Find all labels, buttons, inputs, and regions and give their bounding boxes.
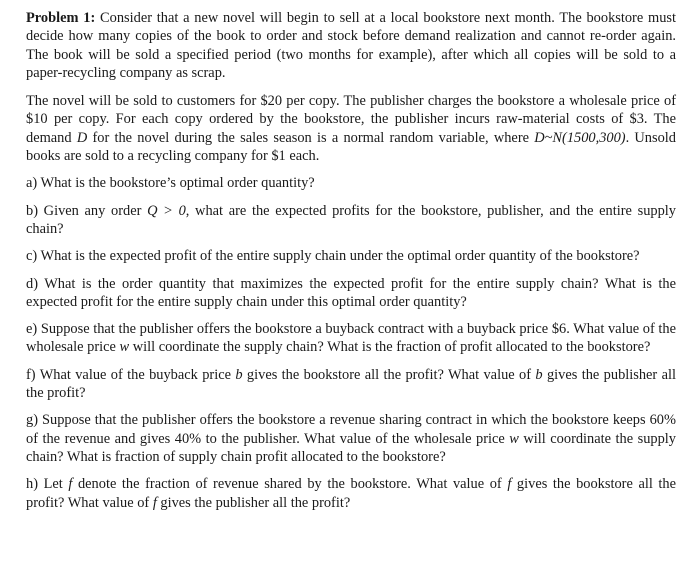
question-text: e) Suppose that the publisher offers the bookstore a buyback contract with a buyback price $6. What value of the wholesale price — [26, 321, 676, 356]
question-text: c) What is the expected profit of the entire supply chain under the optimal order quantity of the bookstore? — [26, 248, 640, 265]
question-text: denote the fraction of revenue shared by the bookstore. What value of — [72, 476, 508, 493]
question-text: g) Suppose that the publisher offers the bookstore a revenue sharing contract in which the bookstore keeps 60% of the revenue and gives 40% to the publisher. What value of the wholesale price — [26, 412, 676, 447]
buyback-price-var: b — [235, 366, 243, 383]
question-text: , what are the expected profits for the bookstore, publisher, and the entire supply chain? — [26, 202, 676, 237]
setup-text: . Unsold books are sold to a recycling company for $1 each. — [26, 129, 676, 165]
question-g — [26, 411, 676, 466]
problem-title: Problem 1: — [26, 10, 96, 26]
wholesale-price-var: w — [119, 339, 130, 356]
question-b — [26, 202, 676, 239]
question-text: gives the publisher all the profit? — [26, 366, 676, 402]
question-f — [26, 366, 676, 403]
revenue-fraction-var: f — [68, 476, 73, 493]
buyback-price-var: b — [535, 366, 543, 383]
question-text: gives the bookstore all the profit? What value of — [242, 366, 536, 383]
problem-setup — [26, 92, 676, 165]
intro-text: Consider that a new novel will begin to sell at a local bookstore next month. The bookstore must decide how many copies of the book to order and stock before demand realization and cannot re-order again. The book will be sold a specified period (two months for example), after which all copies will be sold to a paper-recycling company as scrap. — [26, 10, 676, 81]
order-quantity-expr: Q > 0 — [147, 202, 186, 219]
question-text: h) Let — [26, 476, 69, 493]
problem-intro — [26, 9, 676, 82]
demand-variable: D — [76, 129, 88, 146]
question-c — [26, 247, 676, 265]
revenue-fraction-var: f — [507, 476, 512, 493]
question-text: gives the bookstore all the profit? What value of — [26, 476, 677, 511]
revenue-fraction-var: f — [152, 494, 157, 511]
question-h — [26, 475, 676, 512]
question-text: b) Given any order — [26, 202, 148, 219]
setup-text: The novel will be sold to customers for $20 per copy. The publisher charges the bookstore a wholesale price of $10 per copy. For each copy ordered by the bookstore, the publisher incurs raw-material costs of $3. The demand — [26, 93, 676, 146]
question-text: will coordinate the supply chain? What is fraction of supply chain profit allocated to the bookstore? — [26, 430, 676, 465]
question-text: d) What is the order quantity that maximizes the expected profit for the entire supply chain? What is the expected profit for the entire supply chain under this optimal order quantity? — [26, 275, 676, 310]
question-a — [26, 174, 676, 192]
problem-document — [26, 9, 676, 512]
question-e — [26, 320, 676, 357]
demand-distribution: D~N(1500,300) — [534, 129, 626, 146]
setup-text: for the novel during the sales season is a normal random variable, where — [87, 129, 535, 146]
question-text: will coordinate the supply chain? What is the fraction of profit allocated to the bookstore? — [129, 339, 651, 356]
wholesale-price-var: w — [509, 430, 519, 447]
question-text: f) What value of the buyback price — [26, 366, 236, 383]
question-d — [26, 275, 676, 312]
question-text: a) What is the bookstore’s optimal order quantity? — [26, 175, 315, 192]
question-text: gives the publisher all the profit? — [156, 494, 351, 511]
